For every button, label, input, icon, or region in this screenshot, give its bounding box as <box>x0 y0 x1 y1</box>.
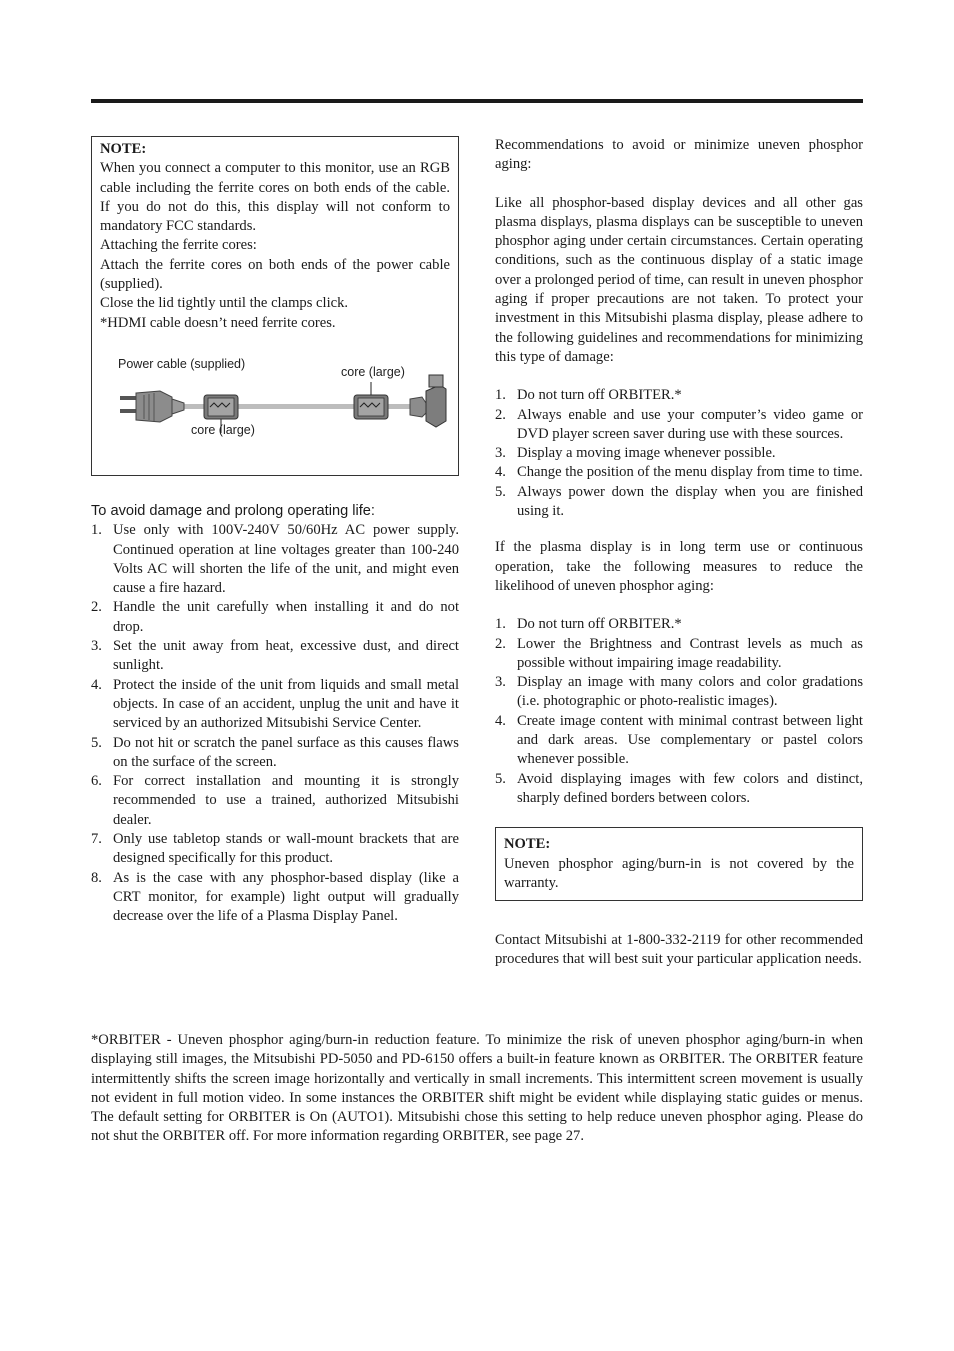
list-item <box>91 734 459 773</box>
ferrite-note-box <box>91 136 459 476</box>
list-text: Protect the inside of the unit from liquids and small metal objects. In case of an accident, unplug the unit and have it serviced by an authorized Mitsubishi Service Center. <box>113 676 459 732</box>
power-cable-label: Power cable (supplied) <box>118 356 246 371</box>
list-item <box>91 521 459 598</box>
list-item <box>91 676 459 734</box>
list-number: 1. <box>495 616 506 633</box>
list-number: 4. <box>495 712 506 729</box>
list-text: Change the position of the menu display from time to time. <box>517 464 863 481</box>
note-title: NOTE: <box>504 836 551 853</box>
list-number: 1. <box>91 522 102 539</box>
list-number: 7. <box>91 831 102 848</box>
note-title: NOTE: <box>100 141 147 157</box>
list-text: Do not hit or scratch the panel surface as this causes flaws on the surface of the screen. <box>113 734 459 770</box>
operating-life-list <box>91 521 459 926</box>
core-large-label-right: core (large) <box>341 364 405 379</box>
recommendations-intro: Recommendations to avoid or minimize uneven phosphor aging: <box>495 137 863 173</box>
list-number: 8. <box>91 869 102 886</box>
list-text: Display an image with many colors and color gradations (i.e. photographic or photo-realistic images). <box>517 674 863 710</box>
note-line: Attaching the ferrite cores: <box>100 237 257 254</box>
list-text: Display a moving image whenever possible. <box>517 445 776 462</box>
note-line: When you connect a computer to this monitor, use an RGB cable including the ferrite cores on both ends of the cable. If you do not do this, this display will not conform to mandatory FCC standards. <box>100 160 450 235</box>
appliance-connector <box>410 397 426 417</box>
list-item <box>495 770 863 809</box>
list-item <box>495 673 863 712</box>
list-text: Avoid displaying images with few colors and distinct, sharply defined borders between colors. <box>517 770 863 806</box>
list-number: 4. <box>91 676 102 693</box>
note-line: Close the lid tightly until the clamps click. <box>100 295 349 312</box>
plug-prong <box>120 409 138 413</box>
list-text: Handle the unit carefully when installing it and do not drop. <box>113 599 459 635</box>
list-item <box>495 712 863 770</box>
list-number: 5. <box>495 483 506 500</box>
warranty-note-box <box>495 827 863 901</box>
list-number: 3. <box>495 445 506 462</box>
list-text: Lower the Brightness and Contrast levels as much as possible without impairing image readability. <box>517 635 863 671</box>
list-text: For correct installation and mounting it is strongly recommended to use a trained, authorized Mitsubishi dealer. <box>113 773 459 828</box>
long-term-use-paragraph: If the plasma display is in long term use or continuous operation, take the following measures to reduce the likelihood of uneven phosphor aging: <box>495 539 863 594</box>
long-term-measures-list <box>495 615 863 808</box>
phosphor-paragraph: Like all phosphor-based display devices and all other gas plasma displays, plasma displays can be susceptible to uneven phosphor aging under certain circumstances. Certain operating conditions, such as the continuous display of a static image over a prolonged period of time, can result in uneven phosphor aging if proper precautions are not taken. To protect your investment in this Mitsubishi plasma display, please adhere to the following guidelines and recommendations for minimizing this type of damage: <box>495 194 863 365</box>
list-text: As is the case with any phosphor-based display (like a CRT monitor, for example) light output will gradually decrease over the life of a Plasma Display Panel. <box>113 869 459 925</box>
note-line: *HDMI cable doesn’t need ferrite cores. <box>100 314 336 331</box>
list-item <box>495 483 863 522</box>
core-large-label-left: core (large) <box>191 422 255 437</box>
list-text: Create image content with minimal contrast between light and dark areas. Use complementary or pastel colors whenever possible. <box>517 712 863 768</box>
list-number: 2. <box>495 406 506 423</box>
list-text: Use only with 100V-240V 50/60Hz AC power supply. Continued operation at line voltages greater than 100-240 Volts AC will shorten the life of the unit, and might even cause a fire hazard. <box>113 522 459 597</box>
list-number: 5. <box>91 734 102 751</box>
list-number: 2. <box>91 599 102 616</box>
orbiter-footnote: *ORBITER - Uneven phosphor aging/burn-in reduction feature. To minimize the risk of uneven phosphor aging/burn-in when displaying still images, the Mitsubishi PD-5050 and PD-6150 offers a built-in feature known as ORBITER. The ORBITER feature intermittently shifts the screen image horizontally and vertically in small increments. This intermittent screen movement is usually not evident in full motion video. In some instances the ORBITER shift might be evident while displaying static guides or menus. The default setting for ORBITER is On (AUTO1). Mitsubishi chose this setting to help reduce uneven phosphor aging. Please do not shut the ORBITER off. For more information regarding ORBITER, see page 27. <box>91 1032 863 1145</box>
right-column <box>495 136 863 970</box>
list-number: 3. <box>91 638 102 655</box>
list-text: Do not turn off ORBITER.* <box>517 616 682 633</box>
list-item <box>495 386 863 405</box>
list-item <box>91 830 459 869</box>
list-item <box>495 615 863 634</box>
list-item <box>91 772 459 830</box>
list-item <box>91 869 459 927</box>
list-text: Always power down the display when you are finished using it. <box>517 483 863 520</box>
left-column <box>91 136 459 927</box>
plug-prong <box>120 396 138 400</box>
list-number: 1. <box>495 387 506 404</box>
list-text: Do not turn off ORBITER.* <box>517 387 682 404</box>
note-line: Attach the ferrite cores on both ends of the power cable (supplied). <box>100 256 450 293</box>
list-text: Set the unit away from heat, excessive dust, and direct sunlight. <box>113 638 459 674</box>
list-number: 3. <box>495 674 506 691</box>
list-text: Only use tabletop stands or wall-mount brackets that are designed specifically for this product. <box>113 831 459 867</box>
list-item <box>495 463 863 482</box>
list-number: 5. <box>495 770 506 787</box>
list-item <box>495 406 863 445</box>
list-number: 2. <box>495 635 506 652</box>
guidelines-list <box>495 386 863 521</box>
contact-paragraph: Contact Mitsubishi at 1-800-332-2119 for other recommended procedures that will best suit your particular application needs. <box>495 932 863 968</box>
list-text: Always enable and use your computer’s video game or DVD player screen saver during use with these sources. <box>517 406 863 442</box>
list-number: 4. <box>495 464 506 481</box>
list-item <box>91 637 459 676</box>
list-item <box>495 444 863 463</box>
list-number: 6. <box>91 773 102 790</box>
operating-life-heading: To avoid damage and prolong operating life: <box>91 502 375 519</box>
list-item <box>91 598 459 637</box>
list-item <box>495 635 863 674</box>
warranty-note-text: Uneven phosphor aging/burn-in is not covered by the warranty. <box>504 855 854 891</box>
power-cable-diagram <box>100 337 450 467</box>
header-rule <box>91 99 863 103</box>
